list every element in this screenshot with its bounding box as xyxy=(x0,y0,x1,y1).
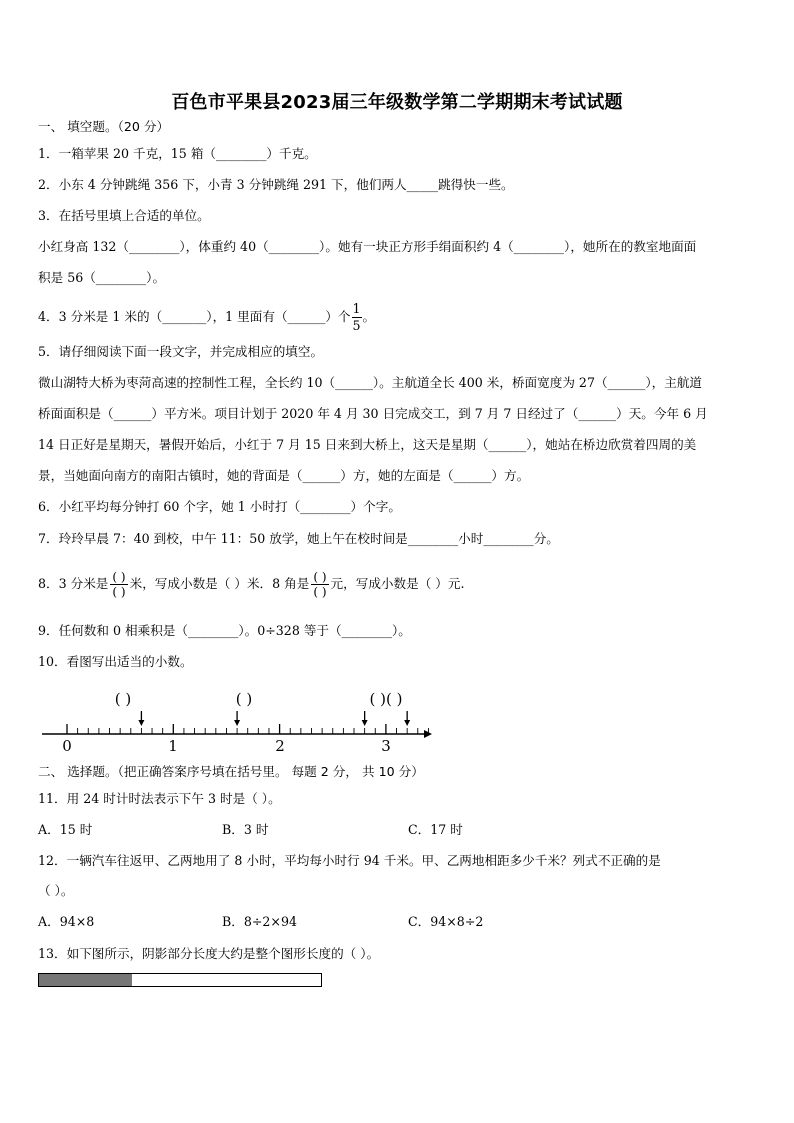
number-line-arrows xyxy=(138,711,410,726)
fraction-denominator: 5 xyxy=(352,318,361,333)
down-arrow-head-icon xyxy=(138,720,144,726)
question-3: 3．在括号里填上合适的单位。 xyxy=(38,208,210,223)
q11-option-a: A．15 时 xyxy=(38,822,93,837)
question-3-line-2: 积是 56（________）。 xyxy=(38,270,166,285)
number-line-label-1: 1 xyxy=(168,737,178,754)
question-8-part-a: 8．3 分米是 xyxy=(38,576,109,591)
question-2: 2．小东 4 分钟跳绳 356 下，小青 3 分钟跳绳 291 下，他们两人_____跳得快一些。 xyxy=(38,177,514,192)
fraction-one-fifth xyxy=(352,301,362,334)
number-line-label-0: 0 xyxy=(62,737,72,754)
number-line-label-2: 2 xyxy=(275,737,285,754)
question-5-line-2: 桥面面积是（______）平方米。项目计划于 2020 年 4 月 30 日完成交工，到 7 月 7 日经过了（______）天。今年 6 月 xyxy=(38,406,708,421)
question-6: 6．小红平均每分钟打 60 个字，她 1 小时打（________）个字。 xyxy=(38,499,401,514)
fraction-numerator-blank: ( ) xyxy=(112,570,126,584)
q12-option-c: C．94×8÷2 xyxy=(408,914,484,929)
answer-bracket-1: ( ) xyxy=(114,690,132,708)
question-5: 5．请仔细阅读下面一段文字，并完成相应的填空。 xyxy=(38,344,324,359)
question-5-line-1: 微山湖特大桥为枣菏高速的控制性工程，全长约 10（______）。主航道全长 400 米，桥面宽度为 27（______），主航道 xyxy=(38,375,703,390)
question-8 xyxy=(38,566,758,602)
question-9: 9．任何数和 0 相乘积是（________）。0÷328 等于（________）。 xyxy=(38,623,411,638)
section-2-heading: 二、 选择题。（把正确答案序号填在括号里。 每题 2 分， 共 10 分） xyxy=(38,764,424,779)
q12-option-a: A．94×8 xyxy=(38,914,95,929)
down-arrow-head-icon xyxy=(404,720,410,726)
question-10: 10．看图写出适当的小数。 xyxy=(38,654,193,669)
question-3-line-1: 小红身高 132（________），体重约 40（________）。她有一块正方形手绢面积约 4（________），她所在的教室地面面 xyxy=(38,239,697,254)
down-arrow-head-icon xyxy=(362,720,368,726)
page-title: 百色市平果县2023届三年级数学第二学期期末考试试题 xyxy=(171,92,623,113)
answer-bracket-3-4: ( )( ) xyxy=(369,690,403,708)
down-arrow-head-icon xyxy=(234,720,240,726)
q13-bar-figure xyxy=(38,973,322,987)
fraction-numerator: 1 xyxy=(352,301,361,316)
question-12: 12．一辆汽车往返甲、乙两地用了 8 小时，平均每小时行 94 千米。甲、乙两地相距多少千米？列式不正确的是 xyxy=(38,853,661,868)
question-8-part-c: 元，写成小数是（ ）元. xyxy=(330,576,465,591)
fraction-denominator-blank: ( ) xyxy=(112,585,126,599)
question-4-text: 4．3 分米是 1 米的（_______），1 里面有（______）个 xyxy=(38,309,351,324)
question-1: 1．一箱苹果 20 千克，15 箱（________）千克。 xyxy=(38,146,317,161)
fraction-denominator-blank: ( ) xyxy=(313,585,327,599)
shaded-part xyxy=(39,974,132,986)
question-7: 7．玲玲早晨 7：40 到校，中午 11：50 放学，她上午在校时间是________小时________分。 xyxy=(38,531,559,546)
question-12-line-2: （ ）。 xyxy=(38,883,74,898)
question-11: 11．用 24 时计时法表示下午 3 时是（ ）。 xyxy=(38,791,281,806)
question-8-part-b: 米，写成小数是（ ）米．8 角是 xyxy=(129,576,310,591)
q11-option-c: C．17 时 xyxy=(408,822,463,837)
question-5-line-3: 14 日正好是星期天，暑假开始后，小红于 7 月 15 日来到大桥上，这天是星期（______），她站在桥边欣赏着四周的美 xyxy=(38,437,697,452)
blank-fraction-1 xyxy=(110,570,127,599)
number-line-label-3: 3 xyxy=(381,737,391,754)
fraction-numerator-blank: ( ) xyxy=(313,570,327,584)
question-13: 13．如下图所示，阴影部分长度大约是整个图形长度的（ ）。 xyxy=(38,946,380,961)
question-4 xyxy=(38,300,758,334)
section-1-heading: 一、 填空题。（20 分） xyxy=(38,119,170,134)
answer-bracket-2: ( ) xyxy=(235,690,253,708)
blank-fraction-2 xyxy=(311,570,328,599)
number-line-ticks xyxy=(67,724,428,734)
question-5-line-4: 景，当她面向南方的南阳古镇时，她的背面是（______）方，她的左面是（______）方。 xyxy=(38,468,530,483)
question-4-end: 。 xyxy=(362,309,376,324)
number-line-figure xyxy=(36,684,440,754)
q11-option-b: B．3 时 xyxy=(222,822,269,837)
q12-option-b: B．8÷2×94 xyxy=(222,914,298,929)
